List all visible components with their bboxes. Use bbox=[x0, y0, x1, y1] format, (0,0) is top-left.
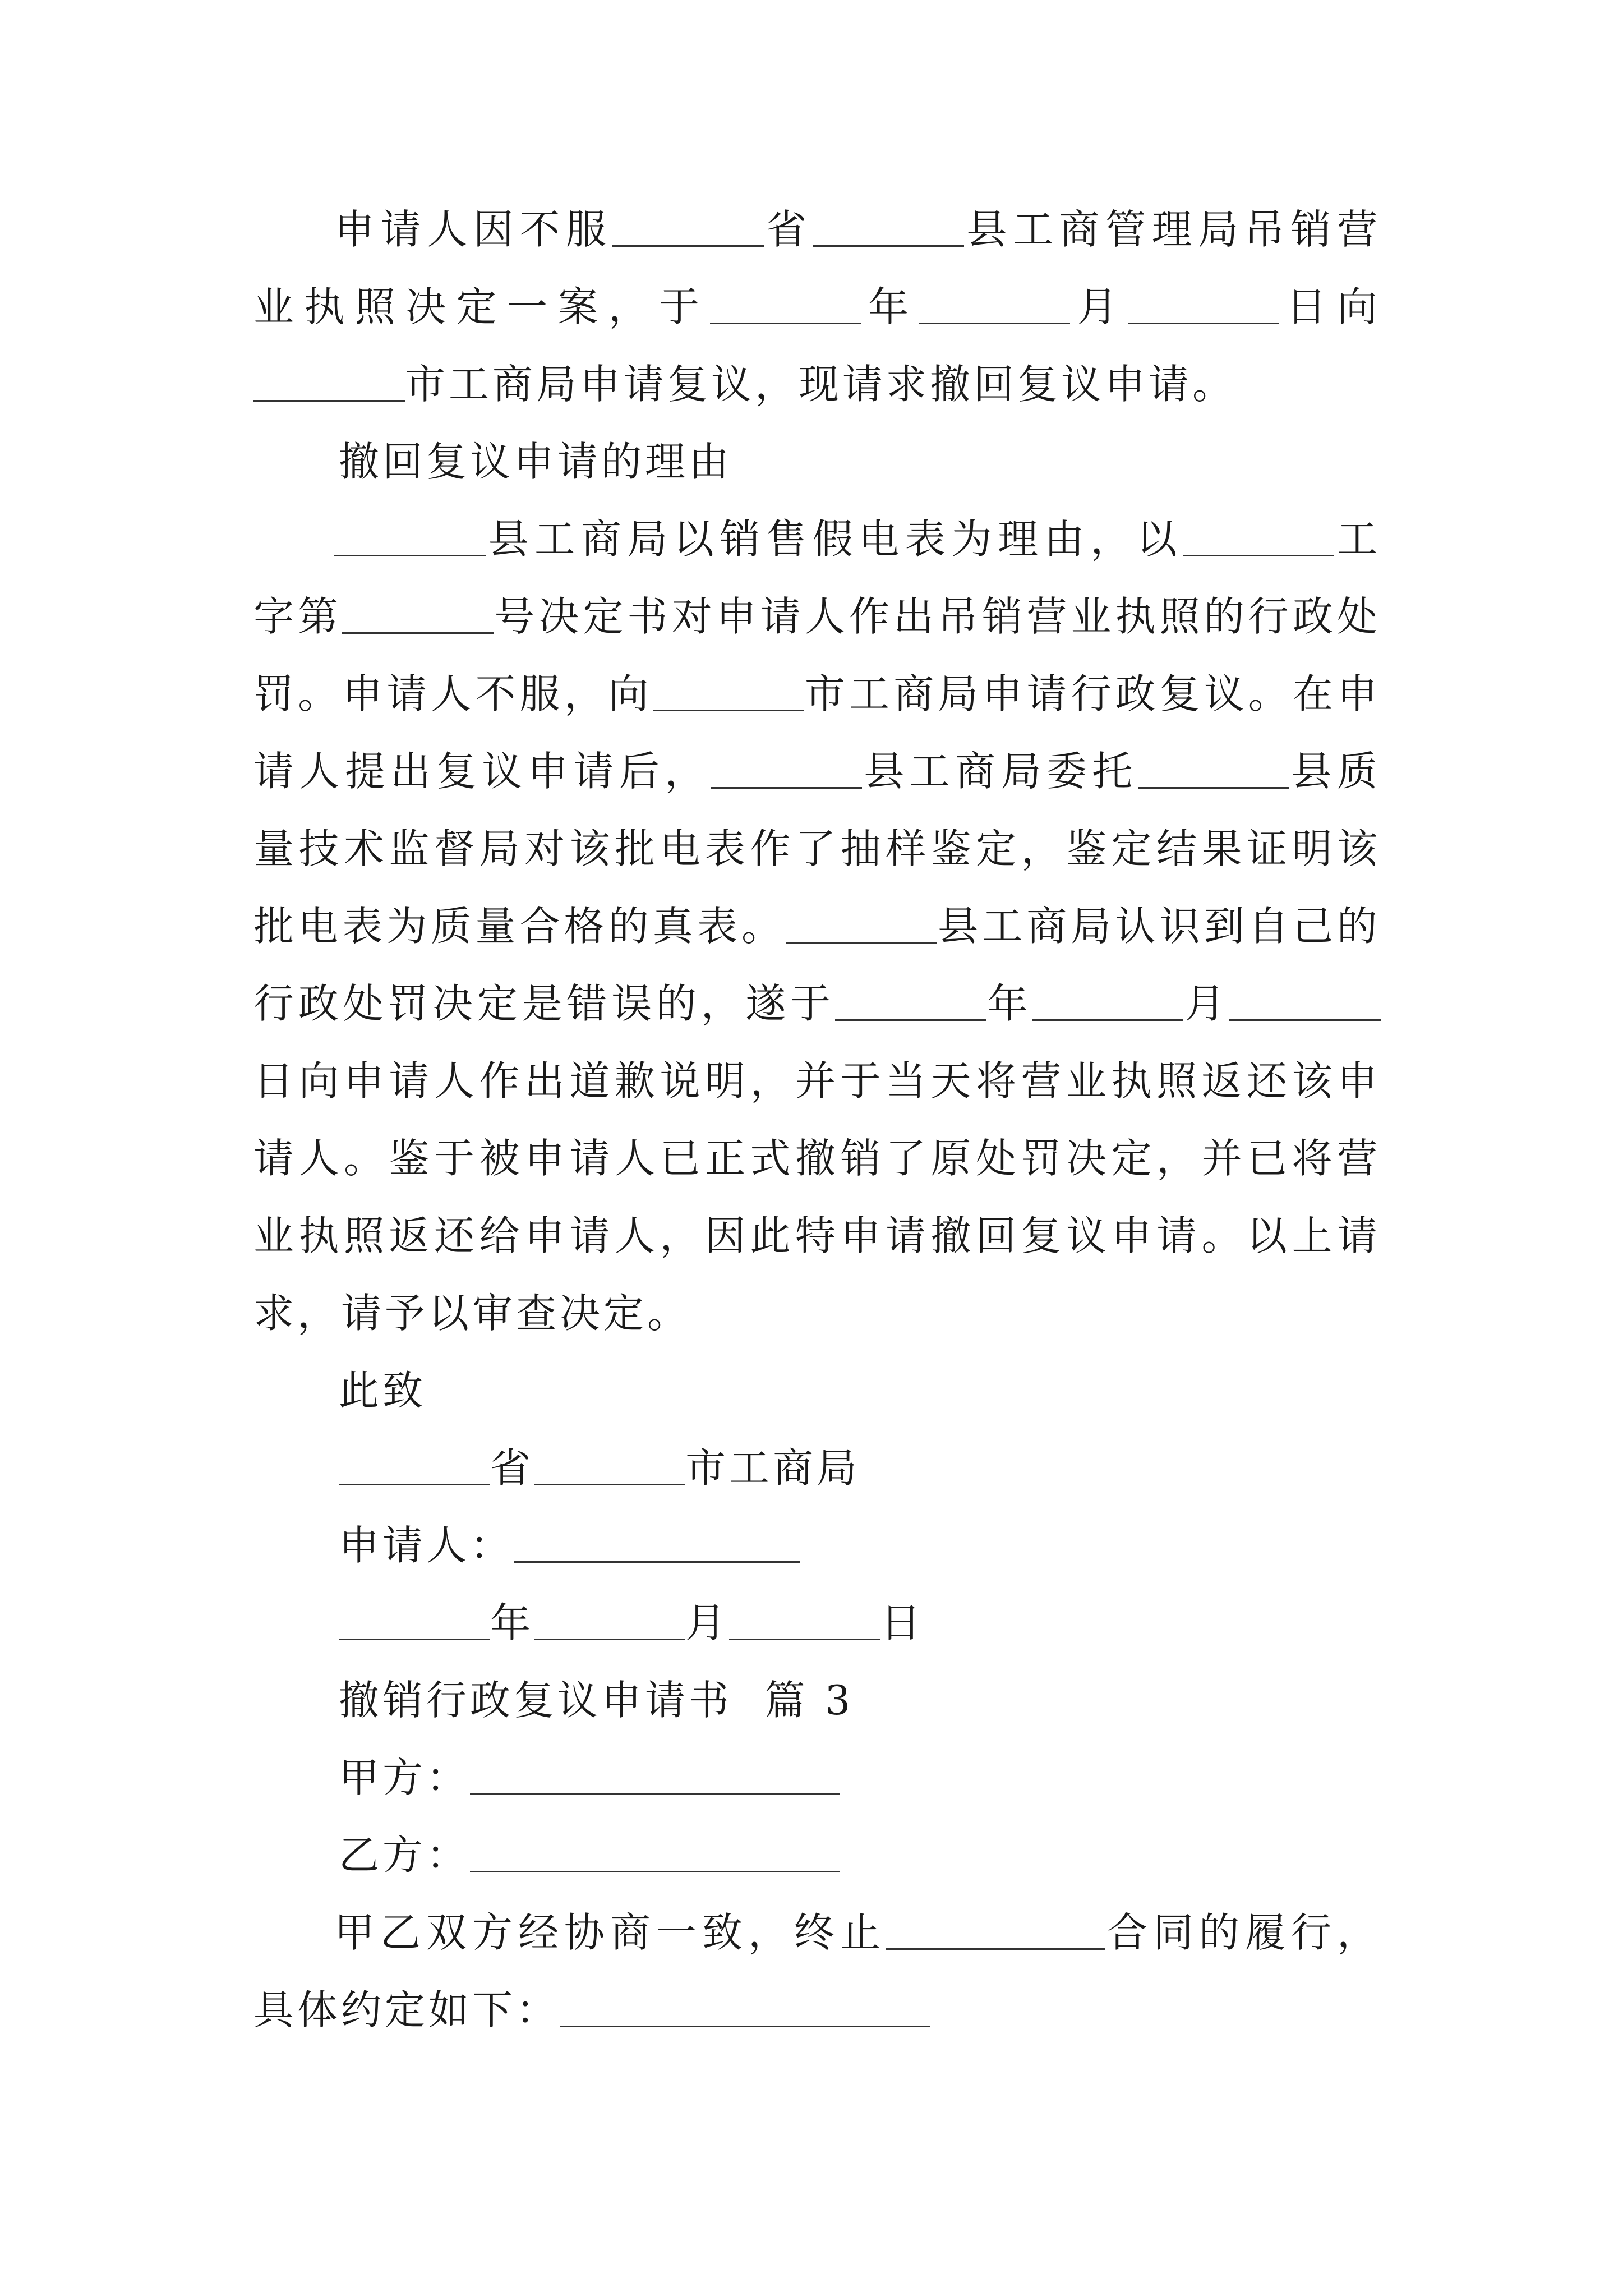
text: 县工商局委托 bbox=[861, 748, 1138, 795]
blank-field bbox=[711, 747, 862, 789]
paragraph-reason bbox=[253, 500, 1381, 1352]
applicant-label: 申请人： bbox=[339, 1522, 514, 1569]
party-b-line bbox=[253, 1816, 1381, 1894]
document-page bbox=[253, 191, 1381, 2049]
text: 年 bbox=[986, 980, 1032, 1027]
text: 市工商局申请行政复议。在申请人提出复议申请后， bbox=[253, 670, 1381, 795]
blank-field bbox=[835, 979, 986, 1021]
text: 甲乙双方经协商一致，终止 bbox=[334, 1909, 886, 1956]
blank-field bbox=[1128, 282, 1279, 324]
text: 合同的履行，具体约定如下： bbox=[253, 1909, 1381, 2033]
text: 省 bbox=[490, 1444, 534, 1492]
party-a-field bbox=[470, 1753, 840, 1795]
blank-field bbox=[710, 282, 861, 324]
text: 年 bbox=[490, 1599, 534, 1646]
text: 年 bbox=[861, 283, 919, 330]
party-b-field bbox=[470, 1830, 840, 1872]
text: 日向 bbox=[1279, 283, 1381, 330]
text: 月 bbox=[1183, 980, 1229, 1027]
paragraph-withdrawal-request bbox=[253, 191, 1381, 423]
text: 省 bbox=[763, 206, 813, 253]
blank-field bbox=[334, 514, 486, 556]
text: 号决定书对申请人作出吊销营业执照的行政处罚。申请人不服，向 bbox=[253, 593, 1381, 717]
text: 县质量技术监督局对该批电表作了抽样鉴定，鉴定结果证明该批电表为质量合格的真表。 bbox=[253, 748, 1381, 950]
blank-field bbox=[813, 205, 964, 247]
text: 月 bbox=[1070, 283, 1128, 330]
section-title: 撤销行政复议申请书 篇 3 bbox=[339, 1677, 854, 1724]
blank-field bbox=[534, 1443, 685, 1485]
blank-field bbox=[339, 1443, 490, 1485]
blank-field bbox=[653, 669, 804, 711]
text: 申请人因不服 bbox=[334, 206, 612, 253]
applicant-line bbox=[253, 1507, 1381, 1584]
text: 县工商管理局吊销营业执照决定一案，于 bbox=[253, 206, 1381, 330]
closing-salutation: 此致 bbox=[339, 1367, 427, 1414]
blank-field bbox=[919, 282, 1070, 324]
blank-field bbox=[1032, 979, 1183, 1021]
text: 日 bbox=[880, 1599, 925, 1646]
text: 市工商局 bbox=[685, 1444, 861, 1492]
blank-field bbox=[339, 1598, 490, 1640]
blank-field bbox=[560, 1985, 930, 2027]
applicant-field bbox=[514, 1521, 800, 1563]
blank-field bbox=[612, 205, 764, 247]
party-a-line bbox=[253, 1739, 1381, 1816]
blank-field bbox=[729, 1598, 880, 1640]
text: 县工商局认识到自己的行政处罚决定是错误的，遂于 bbox=[253, 903, 1381, 1027]
party-b-label: 乙方： bbox=[339, 1832, 471, 1879]
party-a-label: 甲方： bbox=[339, 1754, 471, 1801]
text: 县工商局以销售假电表为理由，以 bbox=[486, 516, 1183, 563]
blank-field bbox=[534, 1598, 685, 1640]
blank-field bbox=[1138, 747, 1289, 789]
date-line bbox=[253, 1584, 1381, 1662]
text: 月 bbox=[685, 1599, 730, 1646]
blank-field bbox=[1229, 979, 1381, 1021]
text: 市工商局申请复议，现请求撤回复议申请。 bbox=[405, 361, 1237, 408]
recipient-line bbox=[253, 1429, 1381, 1507]
text: 工字第 bbox=[253, 516, 1381, 640]
heading-reason: 撤回复议申请的理由 bbox=[339, 438, 733, 485]
paragraph-termination bbox=[253, 1894, 1381, 2049]
blank-field bbox=[342, 592, 494, 634]
blank-field bbox=[253, 360, 405, 402]
blank-field bbox=[786, 901, 937, 944]
text: 日向申请人作出道歉说明，并于当天将营业执照返还该申请人。鉴于被申请人已正式撤销了原处罚决定，并已将营业执照返还给申请人，因此特申请撤回复议申请。以上请求，请予以审查决定。 bbox=[253, 1057, 1381, 1337]
blank-field bbox=[1183, 514, 1334, 556]
blank-field bbox=[886, 1908, 1105, 1950]
